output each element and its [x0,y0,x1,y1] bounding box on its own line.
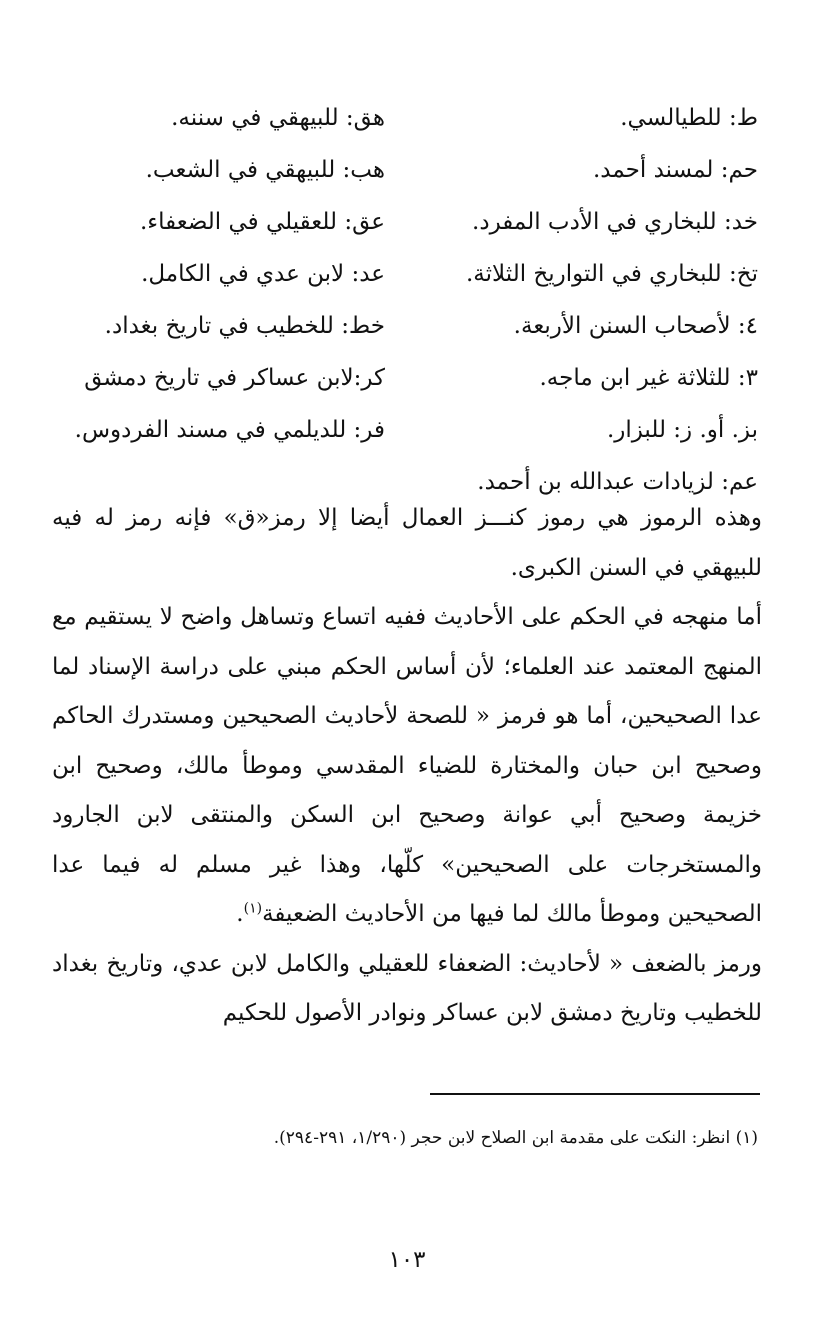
paragraph: ورمز بالضعف « لأحاديث: الضعفاء للعقيلي والكامل لابن عدي، وتاريخ بغداد للخطيب وتاريخ دمشق لابن عساكر ونوادر الأصول للحكيم [52,950,762,1026]
body-text [52,494,762,1039]
abbreviation-item: حم: لمسند أحمد. [592,157,758,183]
paragraph: أما منهجه في الحكم على الأحاديث ففيه اتساع وتساهل واضح لا يستقيم مع المنهج المعتمد عند العلماء؛ لأن أساس الحكم مبني على دراسة الإسناد لما عدا الصحيحين، أما هو فرمز « للصحة لأحاديث الصحيحين ومستدرك الحاكم وصحيح ابن حبان والمختارة للضياء المقدسي وموطأ مالك، وصحيح ابن خزيمة وصحيح أبي عوانة وصحيح ابن السكن والمنتقى لابن الجارود والمستخرجات على الصحيحين» كلّها، وهذا غير مسلم له فيما عدا الصحيحين وموطأ مالك لما فيها من الأحاديث الضعيفة$^{(١)}$. [52,604,762,927]
abbreviation-item: ٣: للثلاثة غير ابن ماجه. [539,365,758,391]
abbreviation-item: كر:لابن عساكر في تاريخ دمشق [84,365,385,391]
paragraph: وهذه الرموز هي رموز كنـــز العمال أيضا إلا رمز«ق» فإنه رمز له فيه للبيهقي في السنن الكبرى. [52,505,762,581]
footnote-reference: (١) [243,900,263,917]
abbreviation-item: عق: للعقيلي في الضعفاء. [139,209,385,235]
abbreviation-item: ط: للطيالسي. [620,105,758,131]
page-number: ١٠٣ [388,1247,426,1273]
footnote: (١) انظر: النكت على مقدمة ابن الصلاح لابن حجر (١/٢٩٠، ٢٩١-٢٩٤). [273,1128,758,1148]
abbreviation-item: خط: للخطيب في تاريخ بغداد. [104,313,385,339]
abbreviation-item: هق: للبيهقي في سننه. [171,105,385,131]
abbreviation-item: خد: للبخاري في الأدب المفرد. [472,209,758,235]
abbreviation-item: هب: للبيهقي في الشعب. [145,157,385,183]
abbreviation-item: عد: لابن عدي في الكامل. [141,261,385,287]
abbreviation-item: عم: لزيادات عبدالله بن أحمد. [477,469,758,495]
footnote-separator [430,1093,760,1095]
abbreviation-item: فر: للديلمي في مسند الفردوس. [74,417,385,443]
abbreviation-item: تخ: للبخاري في التواريخ الثلاثة. [465,261,758,287]
abbreviation-item: بز. أو. ز: للبزار. [606,417,758,443]
abbreviation-list [56,92,758,508]
abbreviation-item: ٤: لأصحاب السنن الأربعة. [513,313,758,339]
paragraph-text: أما منهجه في الحكم على الأحاديث ففيه اتساع وتساهل واضح لا يستقيم مع المنهج المعتمد عند العلماء؛ لأن أساس الحكم مبني على دراسة الإسناد لما عدا الصحيحين، أما هو فرمز « للصحة لأحاديث الصحيحين ومستدرك الحاكم وصحيح ابن حبان والمختارة للضياء المقدسي وموطأ مالك، وصحيح ابن خزيمة وصحيح أبي عوانة وصحيح ابن السكن والمنتقى لابن الجارود والمستخرجات على الصحيحين» كلّها، وهذا غير مسلم له فيما عدا الصحيحين وموطأ مالك لما فيها من الأحاديث الضعيفة [52,604,762,927]
